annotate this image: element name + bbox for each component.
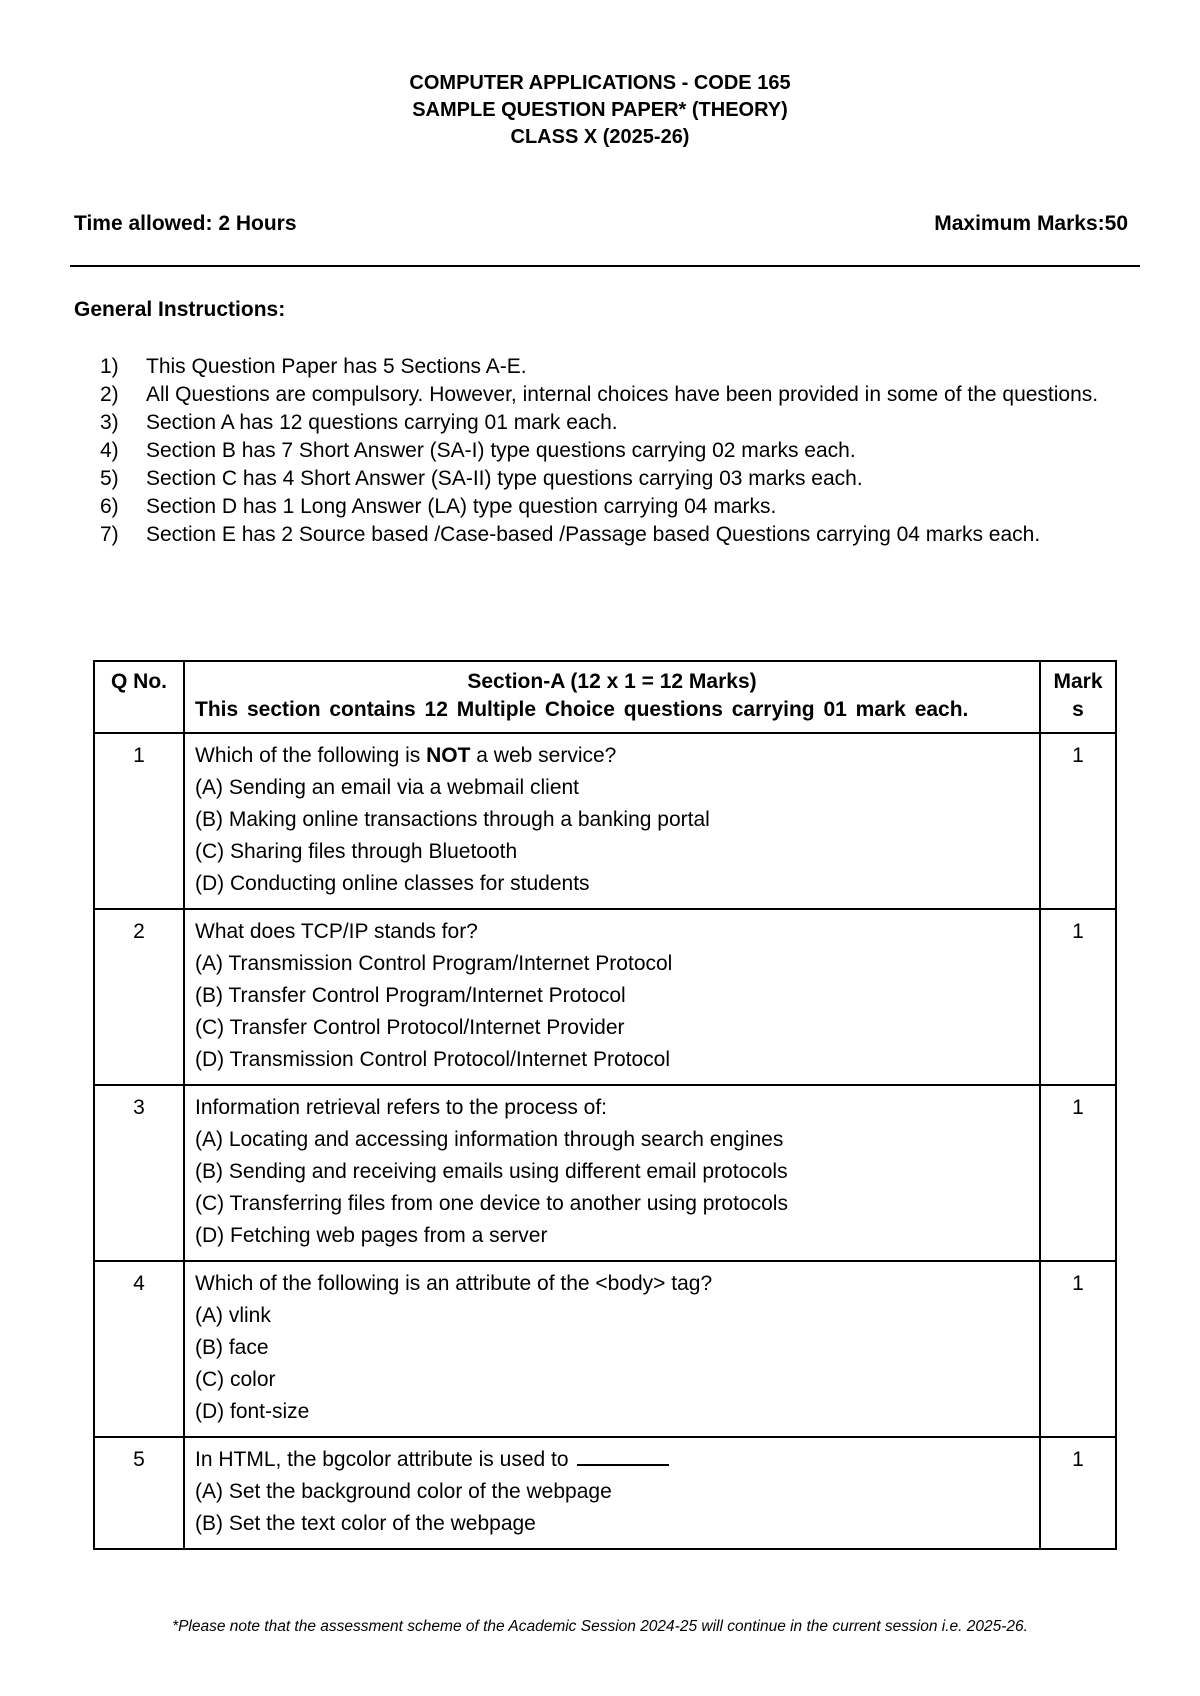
question-option: (A) Sending an email via a webmail client (195, 776, 580, 799)
instruction-number: 5) (100, 467, 119, 490)
question-option: (A) Transmission Control Program/Internet Protocol (195, 952, 673, 975)
question-marks: 1 (1040, 733, 1116, 909)
question-number: 5 (94, 1437, 184, 1549)
question-body (184, 1261, 1040, 1437)
instruction-item (100, 521, 1140, 549)
question-option: (B) Set the text color of the webpage (195, 1512, 536, 1535)
maximum-marks: Maximum Marks:50 (934, 212, 1128, 235)
instruction-item (100, 353, 1140, 381)
fill-in-blank (577, 1444, 669, 1466)
question-body (184, 1085, 1040, 1261)
instruction-text: This Question Paper has 5 Sections A-E. (146, 355, 527, 378)
question-stem: Which of the following is an attribute of the <body> tag? (195, 1272, 713, 1295)
instruction-item (100, 437, 1140, 465)
instruction-text: Section B has 7 Short Answer (SA-I) type questions carrying 02 marks each. (146, 439, 856, 462)
question-option: (A) Set the background color of the webpage (195, 1480, 612, 1503)
question-row (94, 1085, 1116, 1261)
question-option: (C) Transferring files from one device to another using protocols (195, 1192, 788, 1215)
question-row (94, 909, 1116, 1085)
question-stem-text: In HTML, the bgcolor attribute is used to (195, 1448, 569, 1471)
question-option: (D) Conducting online classes for students (195, 872, 590, 895)
question-marks: 1 (1040, 909, 1116, 1085)
question-option: (B) face (195, 1336, 269, 1359)
question-option: (C) color (195, 1368, 276, 1391)
question-option: (B) Transfer Control Program/Internet Protocol (195, 984, 626, 1007)
marks-header-line2: s (1072, 698, 1084, 721)
time-allowed: Time allowed: 2 Hours (74, 212, 297, 235)
question-marks: 1 (1040, 1261, 1116, 1437)
instruction-item (100, 381, 1140, 409)
instruction-text: Section A has 12 questions carrying 01 mark each. (146, 411, 618, 434)
header-divider (70, 265, 1140, 267)
paper-subtitle: SAMPLE QUESTION PAPER* (THEORY) (412, 99, 788, 121)
question-stem (195, 1444, 1029, 1476)
paper-header (0, 70, 1200, 151)
question-stem-emphasis: NOT (426, 744, 471, 767)
question-table (93, 660, 1117, 1550)
question-number: 4 (94, 1261, 184, 1437)
instruction-item (100, 465, 1140, 493)
instructions-list (100, 353, 1140, 549)
marks-header (1040, 661, 1116, 733)
question-row (94, 1437, 1116, 1549)
question-option: (C) Sharing files through Bluetooth (195, 840, 518, 863)
section-header (184, 661, 1040, 733)
question-option: (C) Transfer Control Protocol/Internet Provider (195, 1016, 625, 1039)
question-stem (195, 740, 1029, 772)
instruction-text: Section C has 4 Short Answer (SA-II) type questions carrying 03 marks each. (146, 467, 863, 490)
question-stem-text: a web service? (470, 744, 617, 767)
section-title: Section-A (12 x 1 = 12 Marks) (467, 670, 757, 693)
table-header-row (94, 661, 1116, 733)
section-description: This section contains 12 Multiple Choice questions carrying 01 mark each. (195, 698, 969, 721)
instructions-title: General Instructions: (74, 298, 286, 321)
instruction-text: Section D has 1 Long Answer (LA) type question carrying 04 marks. (146, 495, 777, 518)
question-row (94, 1261, 1116, 1437)
instruction-number: 6) (100, 495, 119, 518)
qno-header: Q No. (94, 661, 184, 733)
question-option: (D) font-size (195, 1400, 310, 1423)
assessment-footnote: *Please note that the assessment scheme of the Academic Session 2024-25 will continue in the current session i.e. 2025-26. (172, 1618, 1028, 1635)
marks-header-line1: Mark (1053, 670, 1103, 693)
question-option: (B) Sending and receiving emails using different email protocols (195, 1160, 788, 1183)
paper-title: COMPUTER APPLICATIONS - CODE 165 (409, 72, 791, 94)
question-stem-text: Which of the following is (195, 744, 427, 767)
instruction-number: 7) (100, 523, 119, 546)
instruction-number: 2) (100, 383, 119, 406)
exam-meta (74, 212, 1128, 236)
instruction-text: Section E has 2 Source based /Case-based /Passage based Questions carrying 04 marks each. (146, 523, 1041, 546)
question-stem: Information retrieval refers to the process of: (195, 1096, 608, 1119)
question-row (94, 733, 1116, 909)
paper-class: CLASS X (2025-26) (510, 126, 690, 148)
question-option: (A) vlink (195, 1304, 271, 1327)
instruction-text: All Questions are compulsory. However, internal choices have been provided in some of the questions. (146, 383, 1099, 406)
question-number: 1 (94, 733, 184, 909)
question-number: 3 (94, 1085, 184, 1261)
question-stem: What does TCP/IP stands for? (195, 920, 478, 943)
question-marks: 1 (1040, 1437, 1116, 1549)
instruction-number: 1) (100, 355, 119, 378)
question-option: (D) Transmission Control Protocol/Internet Protocol (195, 1048, 671, 1071)
question-body (184, 909, 1040, 1085)
question-body (184, 733, 1040, 909)
question-number: 2 (94, 909, 184, 1085)
question-marks: 1 (1040, 1085, 1116, 1261)
question-option: (A) Locating and accessing information through search engines (195, 1128, 784, 1151)
instruction-item (100, 493, 1140, 521)
instruction-number: 4) (100, 439, 119, 462)
question-option: (D) Fetching web pages from a server (195, 1224, 548, 1247)
instruction-item (100, 409, 1140, 437)
question-body (184, 1437, 1040, 1549)
question-option: (B) Making online transactions through a banking portal (195, 808, 710, 831)
instruction-number: 3) (100, 411, 119, 434)
